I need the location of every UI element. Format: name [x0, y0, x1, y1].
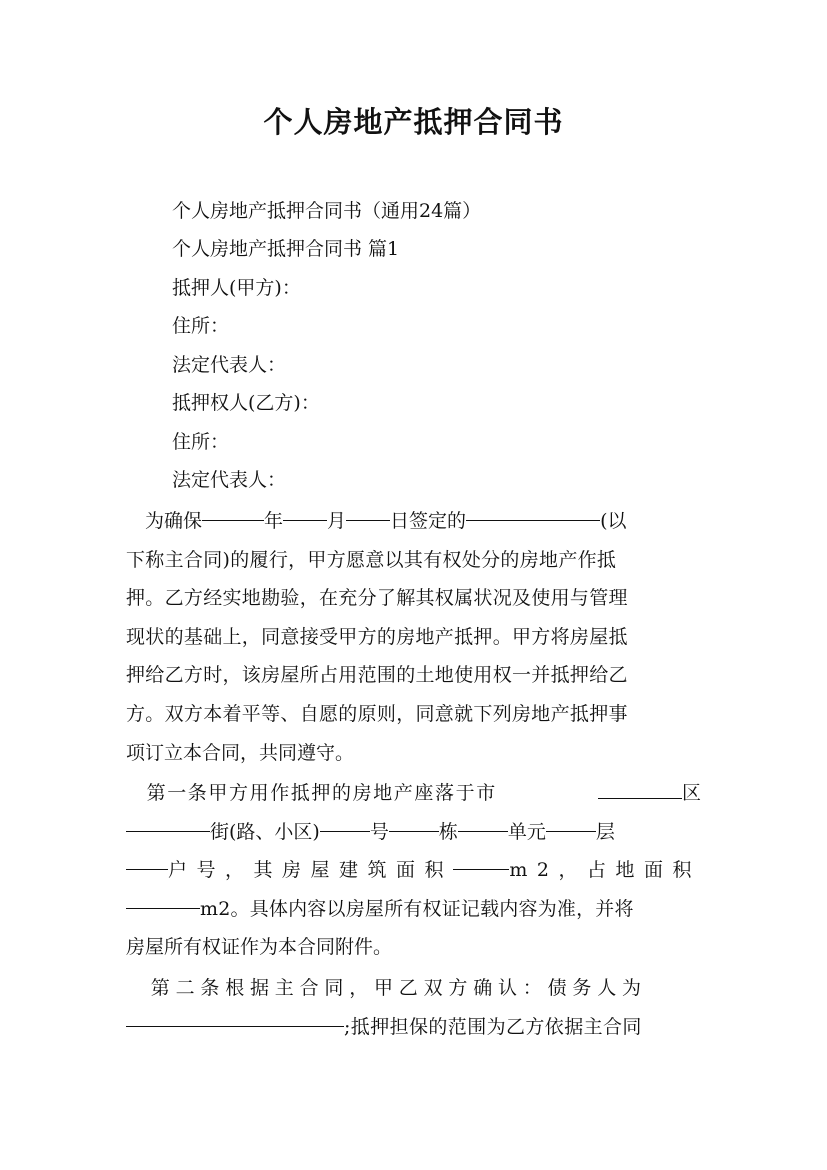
paragraph-article-2	[126, 969, 701, 1046]
document-title: 个人房地产抵押合同书	[263, 105, 564, 139]
text-fragment: 单元	[507, 820, 546, 843]
text-fragment: 日签定的	[390, 510, 467, 532]
paragraph-row	[126, 656, 701, 695]
mortgagee-label: 抵押权人(乙方)：	[172, 392, 320, 414]
blank-room-field[interactable]	[126, 851, 168, 870]
text-fragment: 方。双方本着平等、自愿的原则，同意就下列房地产抵押事	[126, 702, 628, 725]
blank-day-field[interactable]	[346, 502, 390, 521]
text-fragment: 押给乙方时，该房屋所占用范围的土地使用权一并抵押给乙	[126, 664, 628, 687]
text-fragment: 项订立本合同，共同遵守。	[126, 741, 355, 764]
text-fragment: m2，占地面积	[509, 859, 701, 882]
blank-floor-field[interactable]	[546, 813, 596, 832]
mortgagor-address-label: 住所：	[172, 315, 230, 337]
text-fragment: 年	[264, 510, 284, 532]
text-fragment: (以	[600, 510, 627, 532]
text-fragment: 为确保	[126, 510, 203, 532]
blank-number-field[interactable]	[320, 813, 370, 832]
subtitle-line: 个人房地产抵押合同书（通用24篇）	[172, 200, 482, 222]
paragraph-row	[126, 1008, 701, 1047]
chapter-heading: 个人房地产抵押合同书 篇1	[172, 238, 400, 260]
text-fragment: 号	[369, 820, 389, 843]
blank-debtor-field[interactable]	[126, 1008, 344, 1027]
paragraph-row	[126, 734, 701, 773]
paragraph-row	[126, 695, 701, 734]
text-fragment: 第二条根据主合同，甲乙双方确认：债务人为	[126, 977, 647, 999]
mortgagee-representative-label: 法定代表人：	[172, 469, 287, 491]
text-fragment: 押。乙方经实地勘验，在充分了解其权属状况及使用与管理	[126, 587, 628, 610]
text-fragment: 区	[681, 782, 701, 804]
text-fragment: 户号，其房屋建筑面积	[167, 859, 453, 882]
blank-land-area-field[interactable]	[126, 890, 200, 909]
paragraph-row	[126, 618, 701, 657]
paragraph-article-1	[126, 774, 701, 967]
text-fragment: 街(路、小区)	[210, 820, 320, 843]
blank-building-area-field[interactable]	[453, 851, 509, 870]
paragraph-row	[126, 969, 701, 1008]
blank-unit-field[interactable]	[458, 813, 508, 832]
text-fragment: 层	[595, 820, 615, 843]
text-fragment: 现状的基础上，同意接受甲方的房地产抵押。甲方将房屋抵	[126, 625, 628, 648]
paragraph-row	[126, 774, 701, 813]
text-fragment: 月	[327, 510, 347, 532]
mortgagor-representative-label: 法定代表人：	[172, 354, 287, 376]
text-fragment: ;抵押担保的范围为乙方依据主合同	[344, 1015, 642, 1038]
paragraph-row	[126, 813, 701, 852]
mortgagee-address-label: 住所：	[172, 431, 230, 453]
paragraph-preamble	[126, 502, 701, 772]
blank-year-field[interactable]	[202, 502, 264, 521]
blank-building-field[interactable]	[389, 813, 439, 832]
blank-district-field[interactable]	[598, 780, 682, 799]
paragraph-row	[126, 851, 701, 890]
blank-month-field[interactable]	[283, 502, 327, 521]
mortgagor-label: 抵押人(甲方)：	[172, 277, 301, 299]
paragraph-row	[126, 890, 701, 929]
text-fragment: 第一条甲方用作抵押的房地产座落于市	[126, 782, 497, 804]
paragraph-row	[126, 541, 701, 580]
text-fragment: 下称主合同)的履行，甲方愿意以其有权处分的房地产作抵	[126, 548, 617, 571]
text-fragment: 房屋所有权证作为本合同附件。	[126, 936, 393, 959]
text-fragment: 栋	[438, 820, 458, 843]
text-fragment: m2。具体内容以房屋所有权证记载内容为准，并将	[200, 897, 634, 920]
paragraph-row	[126, 579, 701, 618]
paragraph-row	[126, 928, 701, 967]
blank-street-field[interactable]	[126, 813, 210, 832]
paragraph-row	[126, 502, 701, 541]
blank-contract-field[interactable]	[466, 502, 600, 521]
